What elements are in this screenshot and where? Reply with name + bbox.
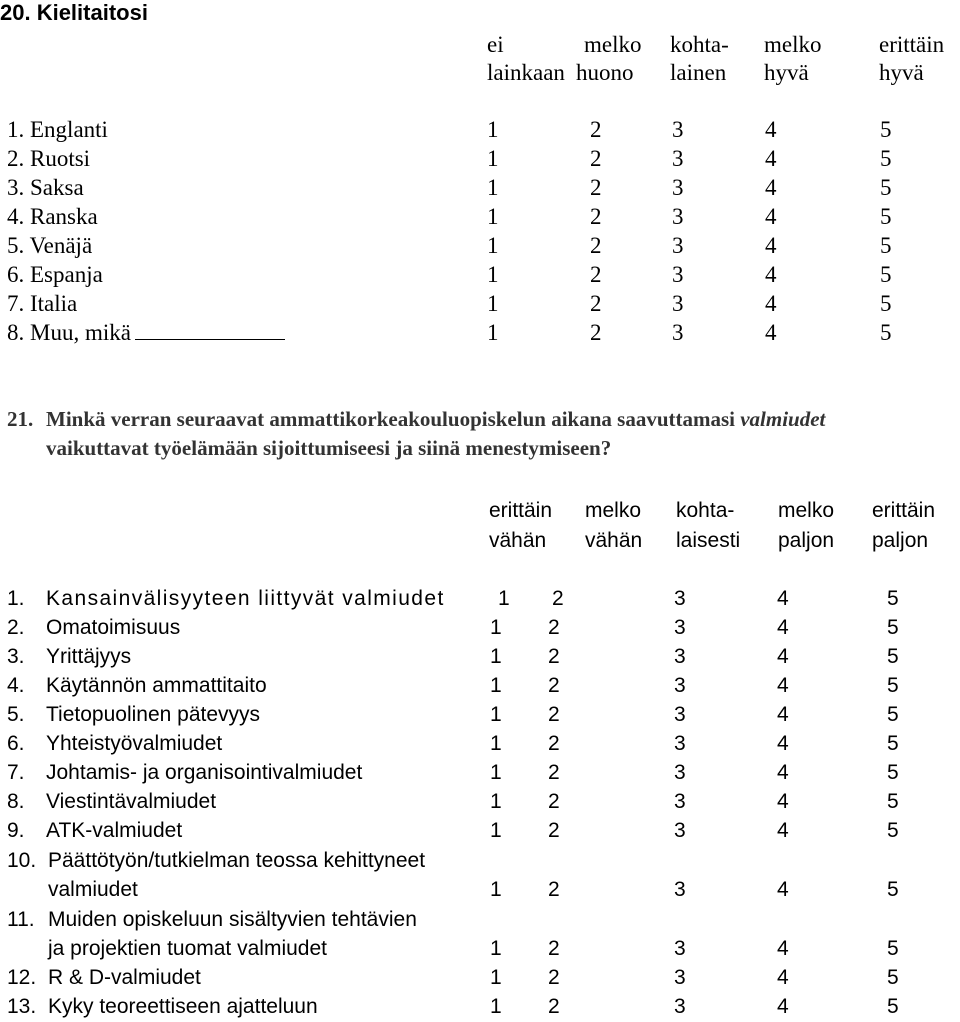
item-label: R & D-valmiudet bbox=[48, 966, 201, 989]
s20-header-5-line1: erittäin bbox=[879, 32, 945, 57]
s21-header-1-line2: vähän bbox=[489, 529, 547, 552]
list-item bbox=[0, 733, 960, 759]
s20-header-4-line1: melko bbox=[764, 32, 822, 57]
scale-option-2[interactable]: 2 bbox=[590, 204, 602, 229]
scale-option-3[interactable]: 3 bbox=[674, 732, 686, 755]
item-number: 5. bbox=[7, 703, 25, 726]
s20-header-2-line2: huono bbox=[576, 60, 634, 85]
scale-option-4[interactable]: 4 bbox=[777, 674, 789, 697]
scale-option-3[interactable]: 3 bbox=[672, 204, 684, 229]
scale-option-4[interactable]: 4 bbox=[777, 878, 789, 901]
scale-option-5[interactable]: 5 bbox=[880, 117, 892, 142]
scale-option-1[interactable]: 1 bbox=[498, 587, 510, 610]
scale-option-2[interactable]: 2 bbox=[548, 966, 560, 989]
other-language-blank[interactable] bbox=[135, 338, 285, 340]
scale-option-4[interactable]: 4 bbox=[777, 732, 789, 755]
scale-option-4[interactable]: 4 bbox=[777, 761, 789, 784]
item-number: 7. bbox=[7, 761, 25, 784]
s21-header-3-line1: kohta- bbox=[676, 499, 735, 522]
question-emphasis: valmiudet bbox=[740, 407, 826, 431]
scale-option-5[interactable]: 5 bbox=[887, 645, 899, 668]
item-label: Johtamis- ja organisointivalmiudet bbox=[46, 761, 363, 784]
scale-option-1[interactable]: 1 bbox=[490, 937, 502, 960]
scale-option-4[interactable]: 4 bbox=[777, 616, 789, 639]
scale-option-2[interactable]: 2 bbox=[548, 761, 560, 784]
s20-header-2-line1: melko bbox=[584, 32, 642, 57]
scale-option-1[interactable]: 1 bbox=[490, 645, 502, 668]
list-item bbox=[0, 909, 960, 967]
scale-option-1[interactable]: 1 bbox=[490, 674, 502, 697]
scale-option-5[interactable]: 5 bbox=[887, 732, 899, 755]
item-label: Viestintävalmiudet bbox=[46, 790, 217, 813]
item-number: 9. bbox=[7, 819, 25, 842]
section-20-title: 20. Kielitaitosi bbox=[0, 0, 148, 25]
scale-option-1[interactable]: 1 bbox=[490, 703, 502, 726]
item-label: Kansainvälisyyteen liittyvät valmiudet bbox=[46, 587, 445, 610]
scale-option-4[interactable]: 4 bbox=[777, 937, 789, 960]
scale-option-3[interactable]: 3 bbox=[674, 587, 686, 610]
list-item bbox=[0, 996, 960, 1022]
scale-option-4[interactable]: 4 bbox=[765, 320, 777, 345]
item-label: Käytännön ammattitaito bbox=[46, 674, 267, 697]
item-number: 4. bbox=[7, 674, 25, 697]
scale-option-2[interactable]: 2 bbox=[548, 732, 560, 755]
scale-option-5[interactable]: 5 bbox=[887, 674, 899, 697]
scale-option-2[interactable]: 2 bbox=[590, 262, 602, 287]
list-item bbox=[0, 704, 960, 730]
scale-option-1[interactable]: 1 bbox=[490, 878, 502, 901]
scale-option-3[interactable]: 3 bbox=[674, 790, 686, 813]
item-label-continued: valmiudet bbox=[48, 878, 138, 901]
scale-option-5[interactable]: 5 bbox=[887, 703, 899, 726]
item-label: 8. Muu, mikä bbox=[7, 320, 131, 345]
scale-option-1[interactable]: 1 bbox=[490, 966, 502, 989]
item-label: Muiden opiskeluun sisältyvien tehtävien bbox=[48, 908, 417, 931]
scale-option-3[interactable]: 3 bbox=[672, 233, 684, 258]
scale-option-5[interactable]: 5 bbox=[880, 320, 892, 345]
s21-header-2-line1: melko bbox=[585, 499, 642, 522]
scale-option-2[interactable]: 2 bbox=[590, 291, 602, 316]
scale-option-3[interactable]: 3 bbox=[674, 937, 686, 960]
section-21-question-line1 bbox=[46, 409, 825, 430]
s21-header-4-line1: melko bbox=[778, 499, 835, 522]
item-number: 13. bbox=[7, 995, 37, 1018]
scale-option-5[interactable]: 5 bbox=[887, 878, 899, 901]
scale-option-5[interactable]: 5 bbox=[880, 233, 892, 258]
item-number: 11. bbox=[7, 908, 35, 931]
list-item bbox=[0, 263, 960, 289]
item-label: Tietopuolinen pätevyys bbox=[46, 703, 261, 726]
item-label: Kyky teoreettiseen ajatteluun bbox=[48, 995, 318, 1018]
scale-option-4[interactable]: 4 bbox=[777, 645, 789, 668]
scale-option-5[interactable]: 5 bbox=[880, 175, 892, 200]
s21-header-4-line2: paljon bbox=[778, 529, 835, 552]
scale-option-5[interactable]: 5 bbox=[887, 937, 899, 960]
list-item bbox=[0, 762, 960, 788]
scale-option-2[interactable]: 2 bbox=[590, 175, 602, 200]
scale-option-2[interactable]: 2 bbox=[590, 233, 602, 258]
scale-option-4[interactable]: 4 bbox=[765, 233, 777, 258]
scale-option-4[interactable]: 4 bbox=[765, 204, 777, 229]
scale-option-5[interactable]: 5 bbox=[887, 966, 899, 989]
scale-option-5[interactable]: 5 bbox=[880, 291, 892, 316]
item-label: 3. Saksa bbox=[7, 175, 84, 200]
scale-option-3[interactable]: 3 bbox=[672, 262, 684, 287]
scale-option-2[interactable]: 2 bbox=[548, 937, 560, 960]
scale-option-3[interactable]: 3 bbox=[674, 645, 686, 668]
scale-option-2[interactable]: 2 bbox=[590, 320, 602, 345]
scale-option-1[interactable]: 1 bbox=[487, 233, 499, 258]
scale-option-5[interactable]: 5 bbox=[880, 204, 892, 229]
list-item bbox=[0, 791, 960, 817]
scale-option-2[interactable]: 2 bbox=[548, 819, 560, 842]
scale-option-2[interactable]: 2 bbox=[590, 146, 602, 171]
s21-header-3-line2: laisesti bbox=[676, 529, 741, 552]
scale-option-1[interactable]: 1 bbox=[490, 790, 502, 813]
item-label: 1. Englanti bbox=[7, 117, 108, 142]
list-item bbox=[0, 850, 960, 908]
list-item bbox=[0, 588, 960, 614]
scale-option-5[interactable]: 5 bbox=[887, 761, 899, 784]
scale-option-3[interactable]: 3 bbox=[672, 175, 684, 200]
s21-header-5-line1: erittäin bbox=[872, 499, 936, 522]
s21-header-2-line2: vähän bbox=[585, 529, 643, 552]
scale-option-3[interactable]: 3 bbox=[672, 320, 684, 345]
item-label-with-blank bbox=[7, 321, 285, 344]
scale-option-1[interactable]: 1 bbox=[487, 146, 499, 171]
scale-option-1[interactable]: 1 bbox=[487, 204, 499, 229]
item-number: 12. bbox=[7, 966, 37, 989]
scale-option-5[interactable]: 5 bbox=[887, 790, 899, 813]
scale-option-2[interactable]: 2 bbox=[552, 587, 564, 610]
scale-option-3[interactable]: 3 bbox=[674, 674, 686, 697]
item-number: 1. bbox=[7, 587, 25, 610]
scale-option-2[interactable]: 2 bbox=[548, 616, 560, 639]
item-label: Omatoimisuus bbox=[46, 616, 181, 639]
item-label: ATK-valmiudet bbox=[46, 819, 183, 842]
list-item bbox=[0, 617, 960, 643]
item-label: 7. Italia bbox=[7, 291, 78, 316]
item-label: 6. Espanja bbox=[7, 262, 103, 287]
item-number: 6. bbox=[7, 732, 25, 755]
item-number: 10. bbox=[7, 849, 37, 872]
list-item bbox=[0, 118, 960, 144]
list-item bbox=[0, 321, 960, 347]
scale-option-2[interactable]: 2 bbox=[548, 995, 560, 1018]
scale-option-2[interactable]: 2 bbox=[590, 117, 602, 142]
scale-option-1[interactable]: 1 bbox=[487, 291, 499, 316]
scale-option-1[interactable]: 1 bbox=[487, 175, 499, 200]
item-number: 2. bbox=[7, 616, 25, 639]
scale-option-2[interactable]: 2 bbox=[548, 645, 560, 668]
scale-option-3[interactable]: 3 bbox=[672, 146, 684, 171]
s20-header-3-line2: lainen bbox=[670, 60, 727, 85]
list-item bbox=[0, 176, 960, 202]
scale-option-3[interactable]: 3 bbox=[674, 703, 686, 726]
list-item bbox=[0, 646, 960, 672]
item-number: 3. bbox=[7, 645, 25, 668]
scale-option-3[interactable]: 3 bbox=[674, 761, 686, 784]
scale-option-4[interactable]: 4 bbox=[777, 966, 789, 989]
scale-option-2[interactable]: 2 bbox=[548, 674, 560, 697]
s20-header-1-line2: lainkaan bbox=[487, 60, 565, 85]
scale-option-4[interactable]: 4 bbox=[765, 262, 777, 287]
scale-option-3[interactable]: 3 bbox=[674, 995, 686, 1018]
item-number: 8. bbox=[7, 790, 25, 813]
scale-option-4[interactable]: 4 bbox=[777, 819, 789, 842]
scale-option-3[interactable]: 3 bbox=[672, 291, 684, 316]
item-label: Päättötyön/tutkielman teossa kehittyneet bbox=[48, 849, 426, 872]
scale-option-3[interactable]: 3 bbox=[674, 819, 686, 842]
scale-option-5[interactable]: 5 bbox=[880, 262, 892, 287]
scale-option-1[interactable]: 1 bbox=[490, 819, 502, 842]
scale-option-4[interactable]: 4 bbox=[777, 703, 789, 726]
scale-option-2[interactable]: 2 bbox=[548, 878, 560, 901]
s21-header-5-line2: paljon bbox=[872, 529, 929, 552]
scale-option-1[interactable]: 1 bbox=[487, 117, 499, 142]
section-21-number: 21. bbox=[7, 407, 34, 431]
scale-option-4[interactable]: 4 bbox=[765, 146, 777, 171]
s20-header-5-line2: hyvä bbox=[879, 60, 924, 85]
scale-option-4[interactable]: 4 bbox=[765, 175, 777, 200]
list-item bbox=[0, 820, 960, 846]
s20-header-4-line2: hyvä bbox=[764, 60, 809, 85]
scale-option-5[interactable]: 5 bbox=[887, 587, 899, 610]
list-item bbox=[0, 292, 960, 318]
list-item bbox=[0, 967, 960, 993]
scale-option-2[interactable]: 2 bbox=[548, 790, 560, 813]
s21-header-1-line1: erittäin bbox=[489, 499, 553, 522]
scale-option-4[interactable]: 4 bbox=[777, 995, 789, 1018]
scale-option-1[interactable]: 1 bbox=[487, 320, 499, 345]
scale-option-5[interactable]: 5 bbox=[887, 995, 899, 1018]
scale-option-4[interactable]: 4 bbox=[765, 291, 777, 316]
scale-option-1[interactable]: 1 bbox=[490, 616, 502, 639]
s20-header-1-line1: ei bbox=[487, 32, 504, 57]
scale-option-5[interactable]: 5 bbox=[887, 819, 899, 842]
scale-option-3[interactable]: 3 bbox=[674, 878, 686, 901]
list-item bbox=[0, 205, 960, 231]
list-item bbox=[0, 147, 960, 173]
item-label: Yhteistyövalmiudet bbox=[46, 732, 223, 755]
scale-option-4[interactable]: 4 bbox=[777, 587, 789, 610]
scale-option-3[interactable]: 3 bbox=[674, 616, 686, 639]
scale-option-1[interactable]: 1 bbox=[490, 761, 502, 784]
scale-option-3[interactable]: 3 bbox=[672, 117, 684, 142]
item-label: 4. Ranska bbox=[7, 204, 98, 229]
section-21-question-line2: vaikuttavat työelämään sijoittumiseesi ja siinä menestymiseen? bbox=[46, 436, 612, 460]
item-label: 5. Venäjä bbox=[7, 233, 93, 258]
list-item bbox=[0, 234, 960, 260]
item-label: 2. Ruotsi bbox=[7, 146, 91, 171]
s20-header-3-line1: kohta- bbox=[670, 32, 729, 57]
scale-option-1[interactable]: 1 bbox=[487, 262, 499, 287]
item-label-continued: ja projektien tuomat valmiudet bbox=[48, 937, 327, 960]
scale-option-1[interactable]: 1 bbox=[490, 995, 502, 1018]
scale-option-2[interactable]: 2 bbox=[548, 703, 560, 726]
list-item bbox=[0, 675, 960, 701]
scale-option-5[interactable]: 5 bbox=[880, 146, 892, 171]
scale-option-4[interactable]: 4 bbox=[777, 790, 789, 813]
item-label: Yrittäjyys bbox=[46, 645, 132, 668]
scale-option-1[interactable]: 1 bbox=[490, 732, 502, 755]
scale-option-3[interactable]: 3 bbox=[674, 966, 686, 989]
scale-option-5[interactable]: 5 bbox=[887, 616, 899, 639]
scale-option-4[interactable]: 4 bbox=[765, 117, 777, 142]
question-text: Minkä verran seuraavat ammattikorkeakouluopiskelun aikana saavuttamasi bbox=[46, 407, 735, 431]
